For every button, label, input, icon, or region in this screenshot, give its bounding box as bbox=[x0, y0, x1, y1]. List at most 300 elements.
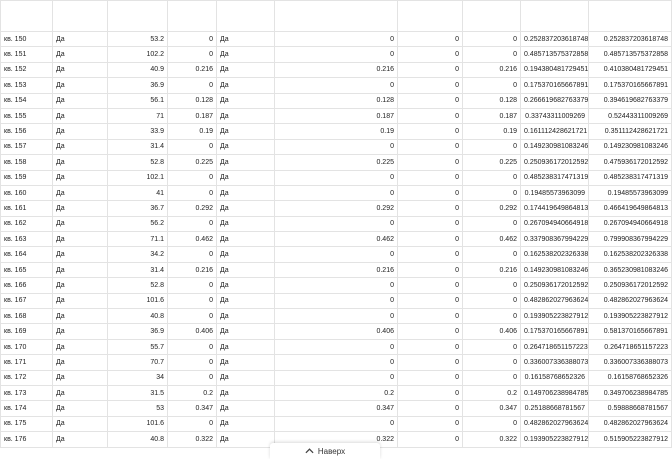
table-row bbox=[1, 185, 672, 200]
table-cell: 102.2 bbox=[108, 47, 168, 62]
table-cell: 0 bbox=[275, 170, 398, 185]
table-cell: Да bbox=[53, 339, 108, 354]
table-cell: 0.365230981083246 bbox=[589, 262, 672, 277]
table-cell: 0.351112428621721 bbox=[589, 124, 672, 139]
table-cell: 0.482862027963624 bbox=[521, 293, 589, 308]
table-cell: 0.19485573963099 bbox=[521, 185, 589, 200]
table-cell: 0.193905223827912 bbox=[521, 309, 589, 324]
table-cell: 0 bbox=[275, 339, 398, 354]
table-cell: 53.2 bbox=[108, 32, 168, 47]
table-cell: 0 bbox=[398, 416, 463, 431]
table-cell: 0.482862027963624 bbox=[589, 293, 672, 308]
table-cell: 56.1 bbox=[108, 93, 168, 108]
table-cell: 0 bbox=[275, 370, 398, 385]
table-cell: 34.2 bbox=[108, 247, 168, 262]
table-cell: 0 bbox=[168, 278, 217, 293]
table-cell: 0.336007336388073 bbox=[521, 355, 589, 370]
table-cell: Да bbox=[217, 139, 275, 154]
table-cell: 0.174419649864813 bbox=[521, 201, 589, 216]
chevron-up-icon bbox=[305, 447, 314, 456]
table-cell: кв. 151 bbox=[1, 47, 53, 62]
table-cell: 0.128 bbox=[168, 93, 217, 108]
table-cell: 0 bbox=[463, 216, 521, 231]
table-cell: 0.485238317471319 bbox=[589, 170, 672, 185]
table-row bbox=[1, 309, 672, 324]
table-cell: 102.1 bbox=[108, 170, 168, 185]
table-cell: 0.161112428621721 bbox=[521, 124, 589, 139]
table-cell: кв. 150 bbox=[1, 32, 53, 47]
table-cell: 0 bbox=[398, 185, 463, 200]
table-cell: 0 bbox=[463, 416, 521, 431]
table-row bbox=[1, 139, 672, 154]
table-row bbox=[1, 155, 672, 170]
table-cell: Да bbox=[53, 216, 108, 231]
table-cell: 0 bbox=[275, 416, 398, 431]
table-row bbox=[1, 401, 672, 416]
table-row bbox=[1, 201, 672, 216]
table-cell: 0 bbox=[463, 139, 521, 154]
table-cell: 0.19 bbox=[463, 124, 521, 139]
table-cell: 0.16158768652326 bbox=[521, 370, 589, 385]
table-row bbox=[1, 247, 672, 262]
table-cell: 0.149706238984785 bbox=[521, 385, 589, 400]
table-cell: 0.515905223827912 bbox=[589, 432, 672, 447]
table-cell: 0 bbox=[275, 309, 398, 324]
table-cell: 0.216 bbox=[463, 62, 521, 77]
table-cell: 0 bbox=[275, 47, 398, 62]
table-row bbox=[1, 262, 672, 277]
table-cell: 0 bbox=[168, 247, 217, 262]
table-cell: 0.19 bbox=[168, 124, 217, 139]
table-cell: 0.336007336388073 bbox=[589, 355, 672, 370]
table-cell: Да bbox=[217, 309, 275, 324]
table-cell: Да bbox=[217, 385, 275, 400]
table-cell: 0.581370165667891 bbox=[589, 324, 672, 339]
table-cell: кв. 168 bbox=[1, 309, 53, 324]
table-cell: 0.250936172012592 bbox=[589, 278, 672, 293]
table-cell: 34 bbox=[108, 370, 168, 385]
table-cell: 0.406 bbox=[463, 324, 521, 339]
table-cell: 0.149230981083246 bbox=[521, 262, 589, 277]
table-cell: 0.149230981083246 bbox=[589, 139, 672, 154]
table-cell: 0.267094940664918 bbox=[589, 216, 672, 231]
table-cell: 0.194380481729451 bbox=[521, 62, 589, 77]
table-cell: 0 bbox=[398, 232, 463, 247]
table-cell: 0 bbox=[463, 32, 521, 47]
table-cell: 0 bbox=[398, 355, 463, 370]
table-cell: Да bbox=[217, 293, 275, 308]
table-cell: 0.187 bbox=[275, 108, 398, 123]
header-cell bbox=[108, 1, 168, 32]
table-cell: 0 bbox=[398, 62, 463, 77]
table-cell: 0 bbox=[398, 201, 463, 216]
table-cell: 0.266619682763379 bbox=[521, 93, 589, 108]
table-cell: 0.25188668781567 bbox=[521, 401, 589, 416]
table-cell: Да bbox=[217, 247, 275, 262]
table-cell: Да bbox=[53, 62, 108, 77]
table-cell: 0.193905223827912 bbox=[589, 309, 672, 324]
table-cell: Да bbox=[53, 247, 108, 262]
header-cell bbox=[398, 1, 463, 32]
table-cell: 0.128 bbox=[275, 93, 398, 108]
table-cell: 0.349706238984785 bbox=[589, 385, 672, 400]
table-cell: 0.2 bbox=[168, 385, 217, 400]
table-cell: кв. 166 bbox=[1, 278, 53, 293]
table-cell: 0 bbox=[398, 432, 463, 447]
table-cell: 0.406 bbox=[168, 324, 217, 339]
table-cell: 0.337908367994229 bbox=[521, 232, 589, 247]
table-cell: Да bbox=[217, 155, 275, 170]
table-cell: 0 bbox=[275, 278, 398, 293]
table-cell: Да bbox=[217, 201, 275, 216]
table-cell: 40.9 bbox=[108, 62, 168, 77]
table-cell: Да bbox=[217, 78, 275, 93]
table-cell: 0.482862027963624 bbox=[521, 416, 589, 431]
table-cell: Да bbox=[53, 47, 108, 62]
table-cell: 0.175370165667891 bbox=[521, 324, 589, 339]
table-cell: 101.6 bbox=[108, 416, 168, 431]
table-cell: Да bbox=[217, 93, 275, 108]
table-cell: 0.267094940664918 bbox=[521, 216, 589, 231]
table-cell: 0 bbox=[168, 32, 217, 47]
table-cell: Да bbox=[53, 432, 108, 447]
table-cell: 0 bbox=[463, 78, 521, 93]
table-cell: 0.482862027963624 bbox=[589, 416, 672, 431]
table-cell: Да bbox=[53, 32, 108, 47]
header-cell bbox=[463, 1, 521, 32]
table-row bbox=[1, 355, 672, 370]
table-cell: Да bbox=[217, 108, 275, 123]
table-row bbox=[1, 216, 672, 231]
table-row bbox=[1, 108, 672, 123]
table-cell: 0 bbox=[398, 139, 463, 154]
table-cell: 0.250936172012592 bbox=[521, 278, 589, 293]
table-cell: 0 bbox=[398, 216, 463, 231]
table-cell: Да bbox=[217, 339, 275, 354]
table-cell: 0 bbox=[168, 309, 217, 324]
table-cell: 0 bbox=[398, 293, 463, 308]
table-cell: 0.292 bbox=[463, 201, 521, 216]
table-cell: кв. 176 bbox=[1, 432, 53, 447]
table-row bbox=[1, 416, 672, 431]
table-cell: 56.2 bbox=[108, 216, 168, 231]
table-cell: 0.175370165667891 bbox=[589, 78, 672, 93]
table-cell: 0.216 bbox=[275, 262, 398, 277]
table-cell: 0 bbox=[463, 293, 521, 308]
table-cell: 0 bbox=[398, 47, 463, 62]
table-cell: 0.322 bbox=[463, 432, 521, 447]
table-cell: 0.187 bbox=[168, 108, 217, 123]
table-cell: Да bbox=[53, 170, 108, 185]
table-cell: 0.410380481729451 bbox=[589, 62, 672, 77]
table-cell: 0 bbox=[463, 47, 521, 62]
table-cell: 0 bbox=[398, 370, 463, 385]
table-cell: 0.2 bbox=[275, 385, 398, 400]
table-row bbox=[1, 124, 672, 139]
table-cell: 0 bbox=[398, 93, 463, 108]
table-cell: Да bbox=[53, 309, 108, 324]
table-cell: 0 bbox=[398, 262, 463, 277]
table-cell: Да bbox=[53, 293, 108, 308]
table-cell: 0.462 bbox=[275, 232, 398, 247]
table-cell: 0.462 bbox=[168, 232, 217, 247]
table-cell: кв. 170 bbox=[1, 339, 53, 354]
table-cell: 0 bbox=[168, 170, 217, 185]
table-cell: 0.292 bbox=[168, 201, 217, 216]
table-row bbox=[1, 62, 672, 77]
table-cell: Да bbox=[217, 416, 275, 431]
table-cell: 0.406 bbox=[275, 324, 398, 339]
table-cell: Да bbox=[53, 185, 108, 200]
table-row bbox=[1, 370, 672, 385]
table-cell: 40.8 bbox=[108, 309, 168, 324]
table-cell: кв. 155 bbox=[1, 108, 53, 123]
table-cell: кв. 152 bbox=[1, 62, 53, 77]
table-cell: 0 bbox=[398, 247, 463, 262]
table-cell: 0.347 bbox=[168, 401, 217, 416]
table-cell: 0 bbox=[398, 124, 463, 139]
table-cell: 36.9 bbox=[108, 324, 168, 339]
table-cell: 0 bbox=[398, 278, 463, 293]
table-cell: Да bbox=[217, 262, 275, 277]
table-cell: 0.347 bbox=[463, 401, 521, 416]
table-cell: 0 bbox=[463, 339, 521, 354]
table-cell: 36.7 bbox=[108, 201, 168, 216]
table-cell: 40.8 bbox=[108, 432, 168, 447]
table-cell: Да bbox=[53, 262, 108, 277]
table-cell: кв. 173 bbox=[1, 385, 53, 400]
table-cell: Да bbox=[217, 324, 275, 339]
table-row bbox=[1, 93, 672, 108]
table-cell: 31.5 bbox=[108, 385, 168, 400]
table-cell: кв. 175 bbox=[1, 416, 53, 431]
table-row bbox=[1, 232, 672, 247]
table-cell: кв. 153 bbox=[1, 78, 53, 93]
table-cell: 0 bbox=[275, 185, 398, 200]
table-cell: 41 bbox=[108, 185, 168, 200]
table-cell: 0.216 bbox=[275, 62, 398, 77]
table-cell: Да bbox=[217, 232, 275, 247]
table-cell: кв. 174 bbox=[1, 401, 53, 416]
table-cell: 0 bbox=[168, 339, 217, 354]
table-cell: Да bbox=[53, 93, 108, 108]
table-cell: 52.8 bbox=[108, 155, 168, 170]
table-cell: 0 bbox=[275, 78, 398, 93]
table-cell: 0 bbox=[168, 416, 217, 431]
table-cell: 0.347 bbox=[275, 401, 398, 416]
table-cell: кв. 157 bbox=[1, 139, 53, 154]
table-cell: 0.485713575372858 bbox=[589, 47, 672, 62]
table-cell: Да bbox=[217, 216, 275, 231]
table-cell: 0 bbox=[398, 108, 463, 123]
table-cell: Да bbox=[53, 355, 108, 370]
table-cell: Да bbox=[53, 370, 108, 385]
table-cell: 0 bbox=[275, 355, 398, 370]
table-row bbox=[1, 324, 672, 339]
header-cell bbox=[589, 1, 672, 32]
table-cell: 0 bbox=[398, 170, 463, 185]
table-cell: 0.193905223827912 bbox=[521, 432, 589, 447]
table-cell: 0.59888668781567 bbox=[589, 401, 672, 416]
table-cell: 0 bbox=[168, 139, 217, 154]
table-cell: Да bbox=[217, 370, 275, 385]
table-cell: 0 bbox=[398, 324, 463, 339]
table-cell: 0.216 bbox=[168, 62, 217, 77]
table-cell: кв. 156 bbox=[1, 124, 53, 139]
table-cell: Да bbox=[53, 385, 108, 400]
table-cell: 0 bbox=[463, 309, 521, 324]
table-cell: Да bbox=[53, 155, 108, 170]
table-cell: кв. 159 bbox=[1, 170, 53, 185]
table-cell: 0 bbox=[398, 32, 463, 47]
table-cell: 70.7 bbox=[108, 355, 168, 370]
table-cell: Да bbox=[217, 124, 275, 139]
table-cell: 0.322 bbox=[275, 432, 398, 447]
table-cell: Да bbox=[217, 278, 275, 293]
table-cell: 0 bbox=[398, 155, 463, 170]
table-cell: 0.16158768652326 bbox=[589, 370, 672, 385]
table-cell: 0.264718651157223 bbox=[521, 339, 589, 354]
table-cell: 31.4 bbox=[108, 139, 168, 154]
table-cell: 0 bbox=[168, 293, 217, 308]
table-cell: 0.292 bbox=[275, 201, 398, 216]
table-cell: 0.149230981083246 bbox=[521, 139, 589, 154]
header-cell bbox=[168, 1, 217, 32]
scroll-to-top-button[interactable] bbox=[270, 443, 380, 459]
table-cell: 33.9 bbox=[108, 124, 168, 139]
table-cell: 0 bbox=[463, 278, 521, 293]
scroll-to-top-label: Наверх bbox=[317, 446, 346, 456]
table-cell: 0 bbox=[463, 370, 521, 385]
table-cell: Да bbox=[217, 47, 275, 62]
header-cell bbox=[1, 1, 53, 32]
table-cell: 0.485238317471319 bbox=[521, 170, 589, 185]
table-cell: Да bbox=[217, 355, 275, 370]
table-cell: кв. 165 bbox=[1, 262, 53, 277]
table-cell: кв. 162 bbox=[1, 216, 53, 231]
table-cell: 0.19485573963099 bbox=[589, 185, 672, 200]
table-cell: 0.52443311009269 bbox=[589, 108, 672, 123]
table-row bbox=[1, 78, 672, 93]
table-cell: 0.19 bbox=[275, 124, 398, 139]
header-cell bbox=[217, 1, 275, 32]
table-cell: Да bbox=[217, 62, 275, 77]
table-cell: 0.225 bbox=[275, 155, 398, 170]
table-cell: Да bbox=[53, 78, 108, 93]
table-row bbox=[1, 278, 672, 293]
table-cell: 0 bbox=[168, 370, 217, 385]
table-cell: 0.128 bbox=[463, 93, 521, 108]
table-row bbox=[1, 385, 672, 400]
table-cell: 0.33743311009269 bbox=[521, 108, 589, 123]
table-cell: 53 bbox=[108, 401, 168, 416]
table-cell: 0 bbox=[168, 185, 217, 200]
table-cell: Да bbox=[217, 32, 275, 47]
table-cell: 0 bbox=[463, 170, 521, 185]
table-cell: 0.2 bbox=[463, 385, 521, 400]
table-cell: 52.8 bbox=[108, 278, 168, 293]
table-cell: 0 bbox=[275, 139, 398, 154]
table-cell: 36.9 bbox=[108, 78, 168, 93]
table-cell: Да bbox=[53, 416, 108, 431]
table-cell: 0.462 bbox=[463, 232, 521, 247]
table-cell: 0 bbox=[168, 216, 217, 231]
table-cell: Да bbox=[53, 108, 108, 123]
table-cell: Да bbox=[53, 324, 108, 339]
table-cell: 0 bbox=[463, 247, 521, 262]
table-cell: 0.322 bbox=[168, 432, 217, 447]
table-row bbox=[1, 293, 672, 308]
table-cell: 0.187 bbox=[463, 108, 521, 123]
table-cell: 0.225 bbox=[168, 155, 217, 170]
table-cell: 0 bbox=[463, 355, 521, 370]
table-cell: 101.6 bbox=[108, 293, 168, 308]
table-cell: 0 bbox=[398, 309, 463, 324]
table-header-row bbox=[1, 1, 672, 32]
table-row bbox=[1, 339, 672, 354]
table-cell: кв. 158 bbox=[1, 155, 53, 170]
table-cell: 0.162538202326338 bbox=[589, 247, 672, 262]
table-row bbox=[1, 47, 672, 62]
table-cell: 0.216 bbox=[168, 262, 217, 277]
table-cell: 0.485713575372858 bbox=[521, 47, 589, 62]
table-cell: 0.475936172012592 bbox=[589, 155, 672, 170]
table-cell: 0.250936172012592 bbox=[521, 155, 589, 170]
table-cell: 0 bbox=[398, 385, 463, 400]
table-cell: Да bbox=[53, 232, 108, 247]
table-cell: кв. 167 bbox=[1, 293, 53, 308]
table-row bbox=[1, 170, 672, 185]
table-cell: Да bbox=[53, 124, 108, 139]
table-cell: кв. 169 bbox=[1, 324, 53, 339]
table-cell: 71.1 bbox=[108, 232, 168, 247]
table-cell: 0.466419649864813 bbox=[589, 201, 672, 216]
table-cell: 0.225 bbox=[463, 155, 521, 170]
table-cell: 0 bbox=[275, 293, 398, 308]
table-cell: кв. 164 bbox=[1, 247, 53, 262]
table-cell: Да bbox=[53, 278, 108, 293]
table-cell: 0 bbox=[168, 78, 217, 93]
table-cell: Да bbox=[53, 139, 108, 154]
table-cell: Да bbox=[217, 401, 275, 416]
table-cell: Да bbox=[53, 401, 108, 416]
table-cell: Да bbox=[217, 170, 275, 185]
table-cell: 0 bbox=[275, 216, 398, 231]
table-cell: 0.162538202326338 bbox=[521, 247, 589, 262]
header-cell bbox=[275, 1, 398, 32]
table-cell: 71 bbox=[108, 108, 168, 123]
table-cell: 0.216 bbox=[463, 262, 521, 277]
table-cell: 55.7 bbox=[108, 339, 168, 354]
table-cell: 0 bbox=[463, 185, 521, 200]
table-cell: 0.252837203618748 bbox=[589, 32, 672, 47]
table-cell: 31.4 bbox=[108, 262, 168, 277]
table-cell: кв. 171 bbox=[1, 355, 53, 370]
table-cell: 0 bbox=[275, 32, 398, 47]
table-cell: 0.175370165667891 bbox=[521, 78, 589, 93]
table-cell: кв. 161 bbox=[1, 201, 53, 216]
table-cell: 0 bbox=[168, 355, 217, 370]
table-cell: Да bbox=[217, 185, 275, 200]
table-cell: Да bbox=[217, 432, 275, 447]
table-cell: кв. 160 bbox=[1, 185, 53, 200]
table-cell: 0 bbox=[398, 78, 463, 93]
table-row bbox=[1, 32, 672, 47]
table-cell: 0.394619682763379 bbox=[589, 93, 672, 108]
header-cell bbox=[521, 1, 589, 32]
table-cell: 0.252837203618748 bbox=[521, 32, 589, 47]
table-cell: кв. 154 bbox=[1, 93, 53, 108]
